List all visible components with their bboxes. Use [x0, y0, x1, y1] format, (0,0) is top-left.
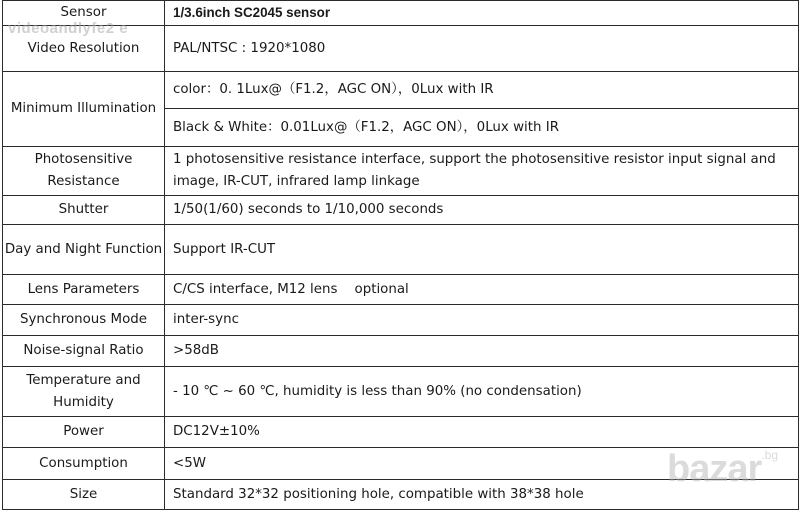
row-value: - 10 ℃ ~ 60 ℃, humidity is less than 90% (no condensation) [165, 367, 799, 417]
row-value: 1/50(1/60) seconds to 1/10,000 seconds [165, 196, 799, 225]
table-row [3, 417, 799, 448]
row-value: <5W [165, 448, 799, 480]
row-value: C/CS interface, M12 lens optional [165, 275, 799, 305]
row-label: Day and Night Function [3, 225, 165, 275]
row-label: Minimum Illumination [3, 72, 165, 147]
spec-table [2, 0, 799, 510]
table-row [3, 275, 799, 305]
row-value: 1 photosensitive resistance interface, support the photosensitive resistor input signal and image, IR-CUT, infrared lamp linkage [165, 147, 799, 196]
table-row [3, 305, 799, 336]
table-row [3, 225, 799, 275]
row-value: PAL/NTSC : 1920*1080 [165, 26, 799, 72]
row-label: Shutter [3, 196, 165, 225]
watermark-text: videoandlyfe2 e [8, 20, 129, 37]
row-label: Power [3, 417, 165, 448]
row-label: Lens Parameters [3, 275, 165, 305]
row-value: inter-sync [165, 305, 799, 336]
table-row [3, 72, 799, 109]
row-value: DC12V±10% [165, 417, 799, 448]
row-value: Standard 32*32 positioning hole, compatible with 38*38 hole [165, 480, 799, 510]
row-value-bw: Black & White：0.01Lux@（F1.2，AGC ON），0Lux with IR [165, 109, 799, 147]
row-label: Photosensitive Resistance [3, 147, 165, 196]
table-row [3, 336, 799, 367]
table-row [3, 147, 799, 196]
row-value: Support IR-CUT [165, 225, 799, 275]
row-value-color: color：0. 1Lux@（F1.2，AGC ON），0Lux with IR [165, 72, 799, 109]
row-value: >58dB [165, 336, 799, 367]
row-label: Synchronous Mode [3, 305, 165, 336]
watermark-logo: bazar$^{.bg}$ [667, 448, 778, 490]
row-label: Sensor [3, 1, 165, 26]
row-label: Temperature and Humidity [3, 367, 165, 417]
row-label: Size [3, 480, 165, 510]
row-label: Video Resolution [3, 26, 165, 72]
table-row [3, 367, 799, 417]
row-label: Consumption [3, 448, 165, 480]
row-label: Noise-signal Ratio [3, 336, 165, 367]
table-row [3, 196, 799, 225]
row-value: 1/3.6inch SC2045 sensor [165, 1, 799, 26]
